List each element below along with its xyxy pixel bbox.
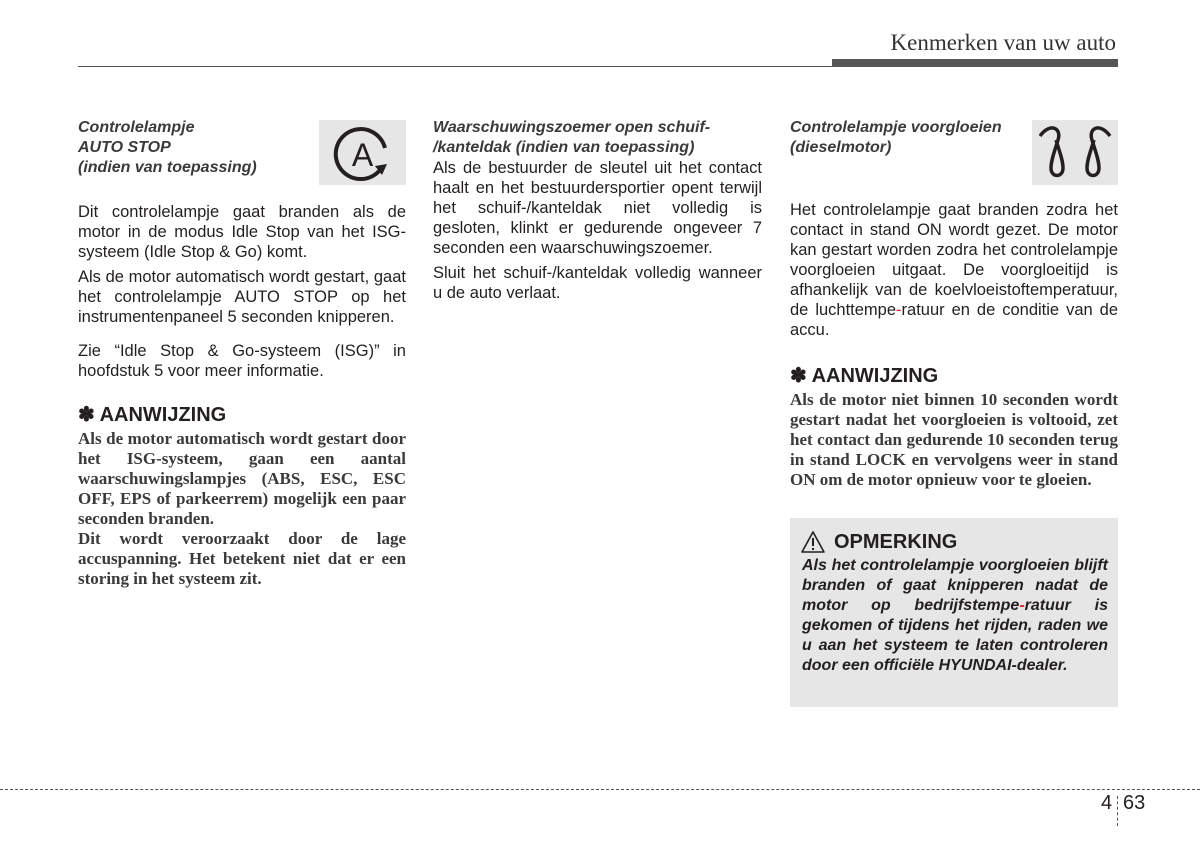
column-sunroof-buzzer — [433, 118, 762, 303]
section-heading-line: (dieselmotor) — [790, 139, 892, 156]
page-header-title: Kenmerken van uw auto — [890, 30, 1116, 55]
note-paragraph: Als de motor automatisch wordt gestart door het ISG-systeem, gaan een aantal waarschuwingslampjes (ABS, ESC, ESC OFF, EPS of parkeerrem) mogelijk een paar seconden branden. — [78, 429, 406, 528]
warning-triangle-icon — [800, 530, 826, 554]
paragraph: Als de motor automatisch wordt gestart, gaat het controlelampje AUTO STOP op het instrumentenpaneel 5 seconden knipperen. — [78, 268, 406, 326]
warning-title: OPMERKING — [834, 530, 958, 553]
section-heading-line: (indien van toepassing) — [78, 159, 257, 176]
paragraph: Het controlelampje gaat branden zodra het contact in stand ON wordt gezet. De motor kan gestart worden zodra het controlelampje voorgloeien uitgaat. De voorgloeitijd is afhankelijk van de koelvloeistoftemperatuur, de luchttempe-ratuur en de conditie van de accu. — [790, 201, 1118, 339]
column-glow-plug — [790, 118, 1118, 490]
section-heading-line: Controlelampje voorgloeien — [790, 119, 1002, 136]
footer-dotted-rule — [0, 789, 1200, 790]
section-heading-line: Controlelampje — [78, 119, 195, 136]
warning-box — [790, 518, 1118, 707]
note-paragraph: Dit wordt veroorzaakt door de lage accuspanning. Het betekent niet dat er een storing in het systeem zit. — [78, 529, 406, 588]
svg-text:A: A — [351, 137, 374, 173]
note-title: ✽ AANWIJZING — [790, 365, 939, 387]
page-number-separator — [1117, 796, 1119, 826]
chapter-number: 4 — [1101, 792, 1113, 814]
paragraph: Dit controlelampje gaat branden als de motor in de modus Idle Stop van het ISG-systeem (Idle Stop & Go) komt. — [78, 203, 406, 261]
paragraph: Zie “Idle Stop & Go-systeem (ISG)” in hoofdstuk 5 voor meer informatie. — [78, 342, 406, 380]
warning-heading — [800, 530, 957, 554]
paragraph: Sluit het schuif-/kanteldak volledig wanneer u de auto verlaat. — [433, 264, 762, 302]
note-paragraph: Als de motor niet binnen 10 seconden wordt gestart nadat het voorgloeien is voltooid, zet het contact dan gedurende 10 seconden terug in stand LOCK en vervolgens weer in stand ON om de motor opnieuw voor te gloeien. — [790, 390, 1118, 489]
header-rule-accent — [832, 59, 1118, 67]
section-heading-line: AUTO STOP — [78, 139, 171, 156]
paragraph: Als de bestuurder de sleutel uit het contact haalt en het bestuurdersportier opent terwijl het schuif-/kanteldak niet volledig is gesloten, klinkt er gedurende ongeveer 7 seconden een waarschuwingszoemer. — [433, 159, 762, 257]
note-title: ✽ AANWIJZING — [78, 404, 227, 426]
section-heading-line: /kanteldak (indien van toepassing) — [433, 139, 695, 156]
column-auto-stop — [78, 118, 406, 589]
section-heading-line: Waarschuwingszoemer open schuif- — [433, 119, 711, 136]
page-number: 63 — [1123, 792, 1146, 814]
warning-text: Als het controlelampje voorgloeien blijft branden of gaat knipperen nadat de motor op bedrijfstempe-ratuur is gekomen of tijdens het rijden, raden we u aan het systeem te laten controleren door een officiële HYUNDAI-dealer. — [802, 557, 1108, 674]
